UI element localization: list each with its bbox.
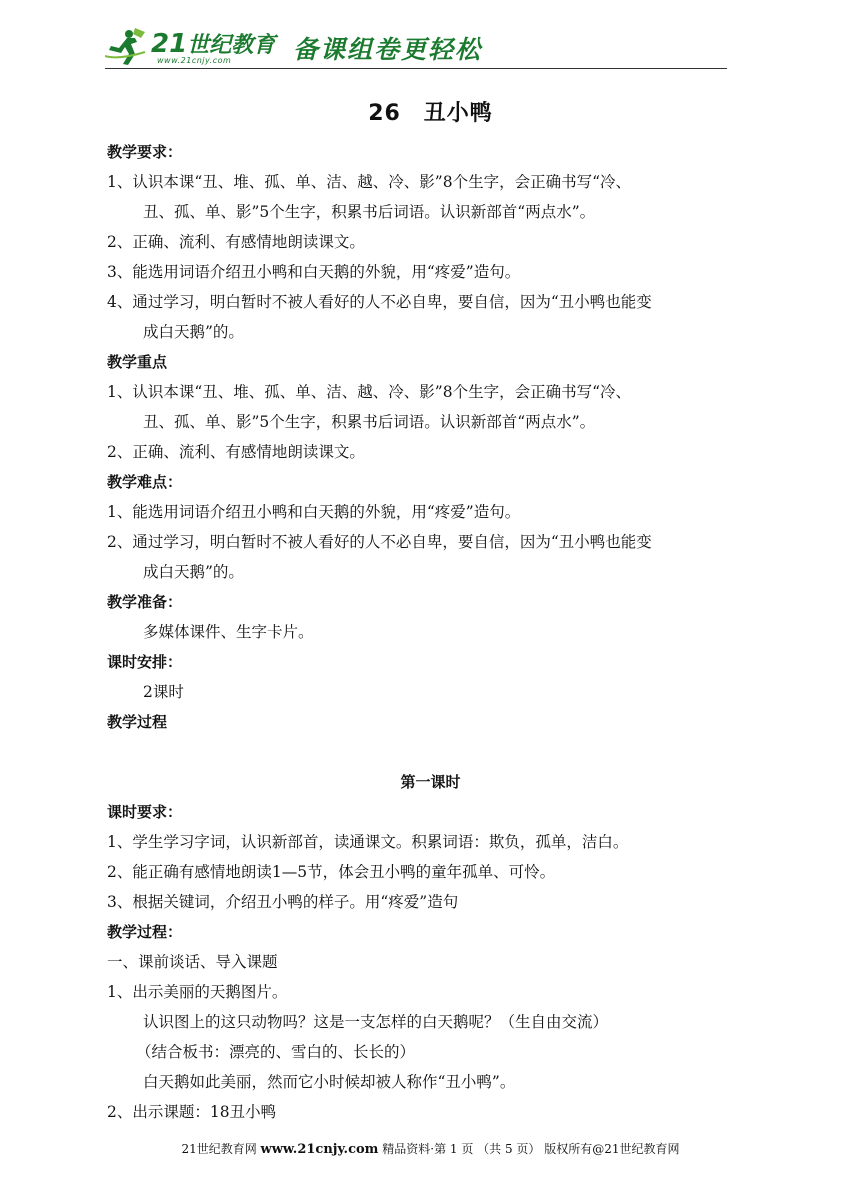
footer-site-link[interactable]: www.21cnjy.com — [260, 1142, 379, 1157]
footer-left: 21世纪教育网 — [181, 1142, 257, 1156]
text-line: 认识图上的这只动物吗？这是一支怎样的白天鹅呢？（生自由交流） — [143, 1013, 609, 1031]
text-line: 成白天鹅”的。 — [143, 323, 244, 341]
header-slogan: 备课组卷更轻松 — [293, 35, 483, 64]
text-line: 1、认识本课“丑、堆、孤、单、洁、越、冷、影”8个生字，会正确书写“冷、 — [107, 383, 631, 401]
page-header — [105, 22, 727, 70]
text-line: 多媒体课件、生字卡片。 — [143, 623, 314, 641]
text-line: 2课时 — [143, 683, 184, 701]
brand-logo-text: 21世纪教育 — [151, 29, 276, 59]
section-heading-key-points: 教学重点 — [107, 353, 168, 371]
section-heading-difficulties: 教学难点： — [107, 473, 183, 491]
section-heading-process: 教学过程 — [107, 713, 168, 731]
page-footer — [0, 1140, 861, 1157]
brand-url: www.21cnjy.com — [157, 56, 232, 65]
text-line: 3、能选用词语介绍丑小鸭和白天鹅的外貌，用“疼爱”造句。 — [107, 263, 521, 281]
text-line: 2、能正确有感情地朗读1—5节，体会丑小鸭的童年孤单、可怜。 — [107, 863, 556, 881]
text-line: 丑、孤、单、影”5个生字，积累书后词语。认识新部首“两点水”。 — [143, 203, 596, 221]
text-line: 白天鹅如此美丽，然而它小时候却被人称作“丑小鸭”。 — [143, 1073, 516, 1091]
text-line: 1、学生学习字词，认识新部首，读通课文。积累词语：欺负，孤单，洁白。 — [107, 833, 629, 851]
section-heading-preparation: 教学准备： — [107, 593, 183, 611]
text-line: 2、通过学习，明白暂时不被人看好的人不必自卑，要自信，因为“丑小鸭也能变 — [107, 533, 652, 551]
text-line: 1、认识本课“丑、堆、孤、单、洁、越、冷、影”8个生字，会正确书写“冷、 — [107, 173, 631, 191]
footer-page-info: 精品资料·第 1 页 （共 5 页） — [382, 1142, 541, 1156]
section-heading-lesson-process: 教学过程： — [107, 923, 183, 941]
section-heading-lesson-requirements: 课时要求： — [107, 803, 183, 821]
header-divider — [105, 68, 727, 69]
text-line: 成白天鹅”的。 — [143, 563, 244, 581]
text-line: 1、出示美丽的天鹅图片。 — [107, 983, 288, 1001]
text-line: 1、能选用词语介绍丑小鸭和白天鹅的外貌，用“疼爱”造句。 — [107, 503, 521, 521]
section-heading-requirements: 教学要求： — [107, 143, 183, 161]
text-line: （结合板书：漂亮的、雪白的、长长的） — [136, 1043, 416, 1061]
text-line: 2、出示课题：18丑小鸭 — [107, 1103, 277, 1121]
runner-logo-icon — [105, 26, 149, 66]
text-line: 一、课前谈话、导入课题 — [107, 953, 278, 971]
section-heading-schedule: 课时安排： — [107, 653, 183, 671]
text-line: 4、通过学习，明白暂时不被人看好的人不必自卑，要自信，因为“丑小鸭也能变 — [107, 293, 652, 311]
text-line: 丑、孤、单、影”5个生字，积累书后词语。认识新部首“两点水”。 — [143, 413, 596, 431]
page-title: 26 丑小鸭 — [368, 101, 493, 126]
text-line: 2、正确、流利、有感情地朗读课文。 — [107, 233, 365, 251]
text-line: 2、正确、流利、有感情地朗读课文。 — [107, 443, 365, 461]
lesson-one-heading: 第一课时 — [400, 773, 461, 791]
text-line: 3、根据关键词，介绍丑小鸭的样子。用“疼爱”造句 — [107, 893, 459, 911]
footer-copyright: 版权所有@21世纪教育网 — [544, 1142, 680, 1156]
